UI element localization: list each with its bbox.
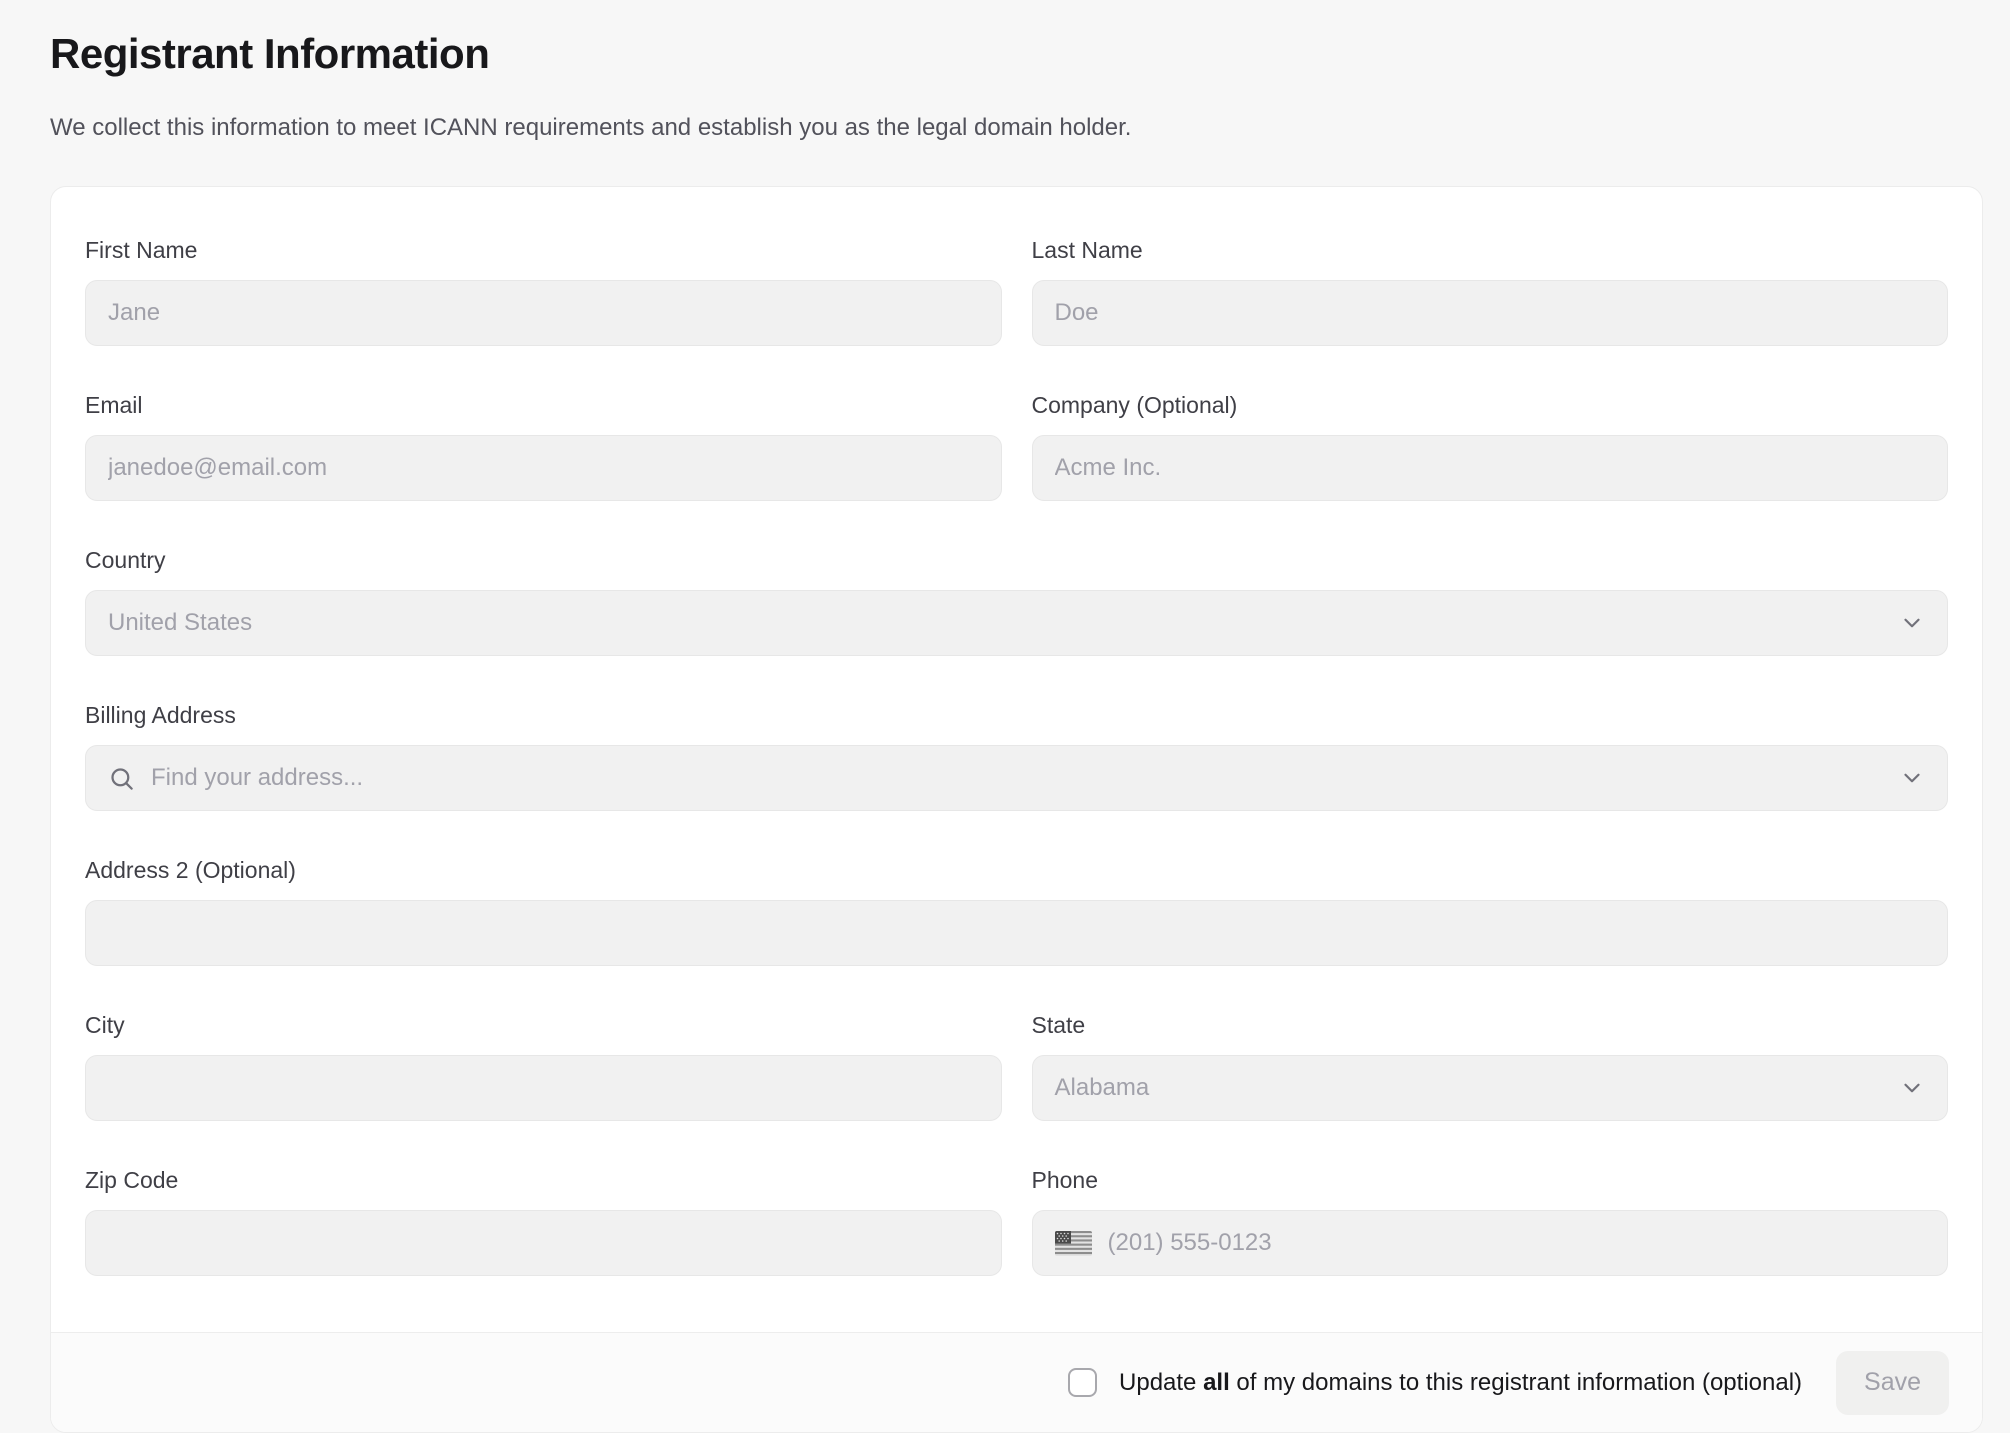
us-flag-icon xyxy=(1055,1231,1092,1256)
zip-label: Zip Code xyxy=(85,1167,179,1193)
update-all-domains-option[interactable] xyxy=(1068,1368,1802,1397)
field-city xyxy=(85,1012,1002,1121)
page-title: Registrant Information xyxy=(50,30,490,77)
city-input[interactable] xyxy=(85,1055,1002,1121)
field-last-name xyxy=(1032,237,1949,346)
phone-control[interactable] xyxy=(1032,1210,1949,1276)
country-label: Country xyxy=(85,547,166,573)
company-input[interactable] xyxy=(1032,435,1949,501)
update-all-domains-label: Update all of my domains to this registrant information (optional) xyxy=(1119,1368,1803,1396)
field-first-name xyxy=(85,237,1002,346)
save-button[interactable]: Save xyxy=(1836,1351,1949,1415)
first-name-label: First Name xyxy=(85,237,198,263)
last-name-label: Last Name xyxy=(1031,237,1143,263)
field-email xyxy=(85,392,1002,501)
field-phone xyxy=(1032,1167,1949,1276)
billing-address-label: Billing Address xyxy=(85,702,236,728)
search-icon xyxy=(108,765,135,792)
billing-address-input[interactable] xyxy=(151,746,1883,810)
field-zip xyxy=(85,1167,1002,1276)
email-label: Email xyxy=(85,392,143,418)
address2-label: Address 2 (Optional) xyxy=(85,857,296,883)
state-label: State xyxy=(1031,1012,1086,1038)
registrant-form xyxy=(51,187,1982,1332)
update-all-domains-checkbox[interactable] xyxy=(1068,1368,1097,1397)
billing-address-combobox[interactable] xyxy=(85,745,1948,811)
email-input[interactable] xyxy=(85,435,1002,501)
last-name-input[interactable] xyxy=(1032,280,1949,346)
field-company xyxy=(1032,392,1949,501)
city-label: City xyxy=(85,1012,125,1038)
address2-input[interactable] xyxy=(85,900,1948,966)
field-address2 xyxy=(85,857,1948,966)
field-billing-address xyxy=(85,702,1948,811)
state-selected-value: Alabama xyxy=(1054,1074,1150,1101)
zip-input[interactable] xyxy=(85,1210,1002,1276)
country-select[interactable] xyxy=(85,590,1948,656)
state-select[interactable] xyxy=(1032,1055,1949,1121)
field-country xyxy=(85,547,1948,656)
phone-input[interactable] xyxy=(1108,1211,1926,1275)
first-name-input[interactable] xyxy=(85,280,1002,346)
country-selected-value: United States xyxy=(108,609,253,636)
chevron-down-icon xyxy=(1899,1075,1925,1101)
company-label: Company (Optional) xyxy=(1031,392,1238,418)
registrant-card xyxy=(50,186,1983,1433)
card-footer xyxy=(51,1332,1982,1432)
field-state xyxy=(1032,1012,1949,1121)
chevron-down-icon xyxy=(1899,610,1925,636)
phone-label: Phone xyxy=(1031,1167,1099,1193)
page-subtitle: We collect this information to meet ICANN requirements and establish you as the legal domain holder. xyxy=(50,114,1132,141)
chevron-down-icon xyxy=(1899,765,1925,791)
